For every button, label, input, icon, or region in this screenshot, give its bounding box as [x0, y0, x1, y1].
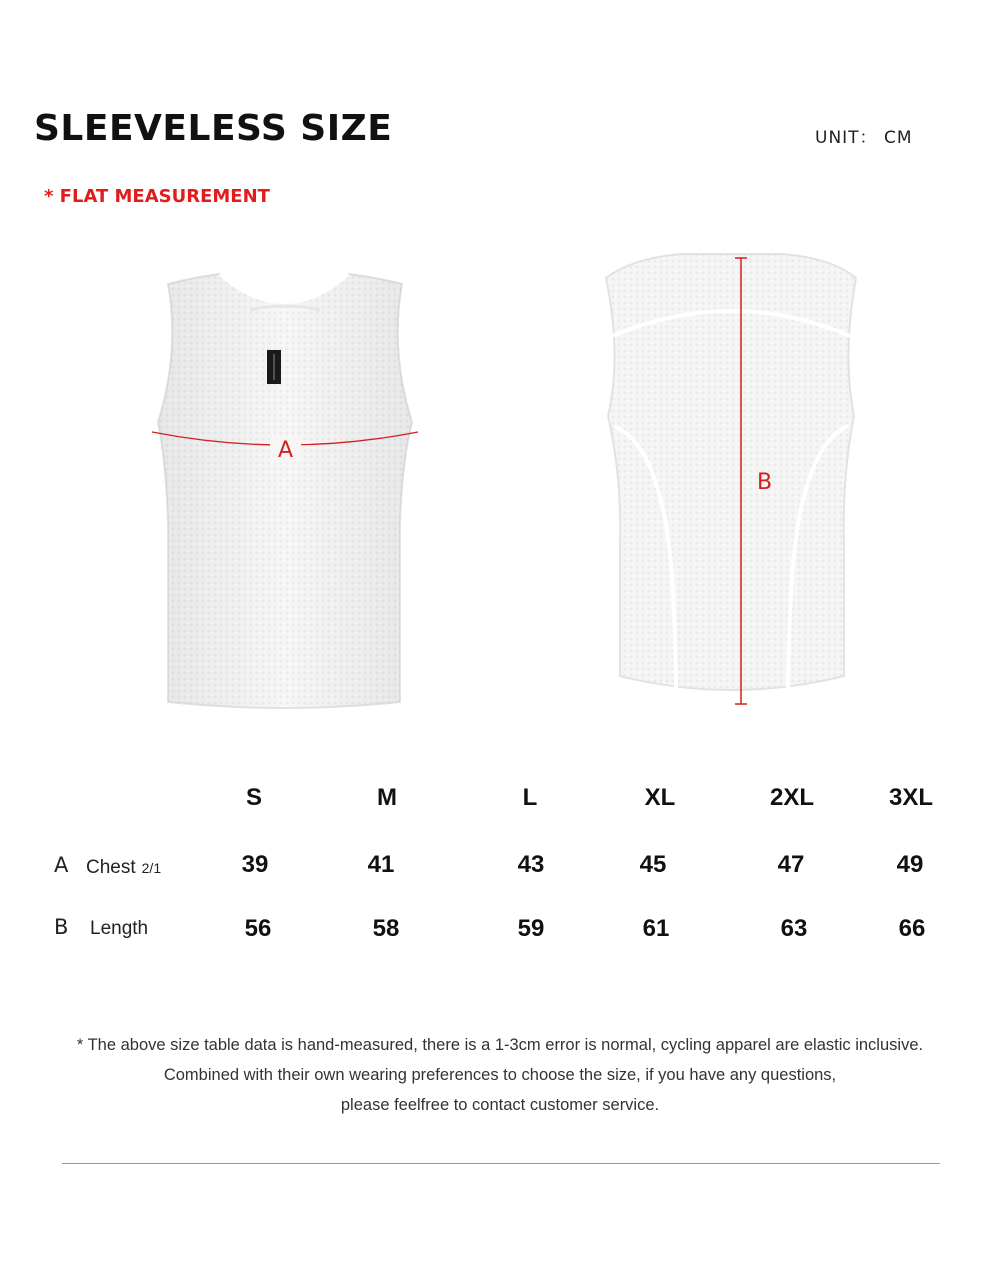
table-cell: 61	[642, 915, 670, 942]
size-header-xl: XL	[644, 784, 676, 811]
unit-label: UNIT： CM	[815, 128, 913, 148]
row-name	[90, 918, 148, 940]
front-vest-illustration	[140, 262, 440, 722]
row-name-text: Chest	[86, 857, 136, 878]
size-header-2xl: 2XL	[769, 784, 814, 811]
row-letter: A	[54, 853, 69, 877]
table-cell: 49	[896, 851, 924, 878]
table-cell: 39	[241, 851, 269, 878]
bottom-divider	[62, 1163, 940, 1164]
size-header-m: M	[377, 784, 397, 811]
table-cell: 66	[898, 915, 926, 942]
back-vest-illustration	[592, 246, 872, 716]
footnote-line-2: Combined with their own wearing preferences to choose the size, if you have any questions,	[163, 1066, 837, 1084]
table-cell: 56	[244, 915, 272, 942]
size-header-l: L	[522, 784, 538, 811]
table-cell: 43	[517, 851, 545, 878]
table-cell: 63	[780, 915, 808, 942]
back-measure-label: B	[757, 470, 773, 495]
row-name-suffix: 2/1	[141, 860, 162, 876]
row-name	[86, 857, 161, 879]
front-measure-label: A	[270, 438, 301, 463]
size-header-s: S	[245, 784, 262, 811]
row-name-text: Length	[90, 918, 149, 939]
table-cell: 58	[372, 915, 400, 942]
footnote-line-3: please feelfree to contact customer service.	[340, 1096, 660, 1114]
table-cell: 59	[517, 915, 545, 942]
table-cell: 45	[639, 851, 667, 878]
page-title: SLEEVELESS SIZE	[34, 108, 393, 149]
table-cell: 41	[367, 851, 395, 878]
size-header-3xl: 3XL	[888, 784, 933, 811]
flat-measurement-note: * FLAT MEASUREMENT	[44, 186, 270, 207]
footnote-line-1: * The above size table data is hand-measured, there is a 1-3cm error is normal, cycling apparel are elastic inclusive.	[76, 1036, 924, 1054]
table-cell: 47	[777, 851, 805, 878]
row-letter: B	[54, 915, 69, 939]
